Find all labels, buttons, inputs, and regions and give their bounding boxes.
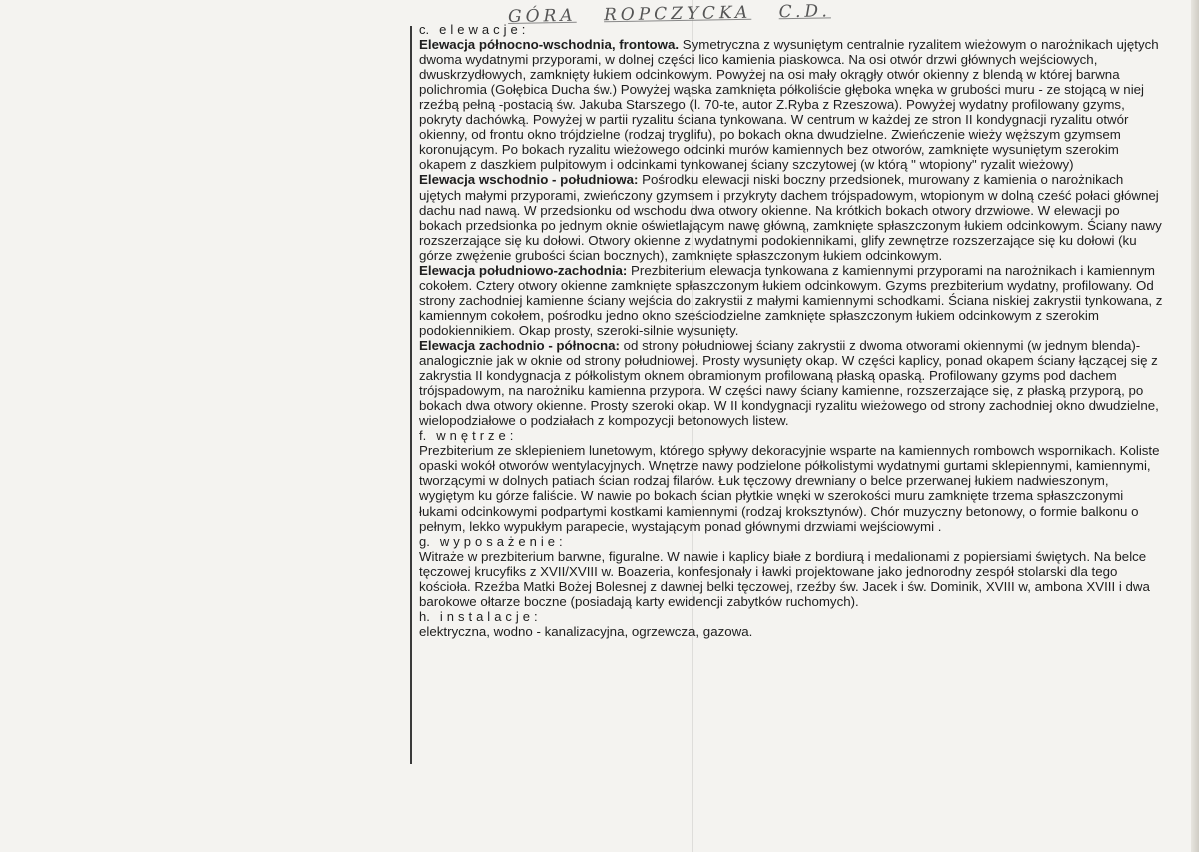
paragraph-heading: Elewacja zachodnio - północna: (419, 337, 620, 353)
handwritten-word: C.D. (778, 1, 832, 23)
section-heading (419, 428, 1165, 443)
paragraph-heading: Elewacja południowo-zachodnia: (419, 262, 628, 278)
paragraph-text: Symetryczna z wysuniętym centralnie ryzalitem wieżowym o narożnikach ujętych dwoma wydatnymi przyporami, w dolnej części lico kamienia piaskowca. Na osi otwór drzwi głównych wejściowych, dwuskrzydłowych, zamknięty łukiem odcinkowym. Powyżej na osi mały okrągły otwór okienny z blendą w której barwna polichromia (Gołębica Ducha św.) Powyżej wąska zamknięta półkoliście głęboka wnęka w grubości muru - ze stojącą w niej rzeźbą pełną -postacią św. Jakuba Starszego (l. 70-te, autor Z.Ryba z Rzeszowa). Powyżej wydatny profilowany gzyms, pokryty dachówką. Powyżej w partii ryzalitu ściana tynkowana. W centrum w każdej ze stron II kondygnacji ryzalitu otwór okienny, od frontu okno trójdzielne (rodzaj tryglifu), po bokach okna dwudzielne. Zwieńczenie wieży węższym gzymsem koronującym. Po bokach ryzalitu wieżowego odcinki murów kamiennych bez otworów, zamknięte wysuniętym szerokim okapem z daszkiem pulpitowym i odcinkami tynkowanej ściany szczytowej (w którą " wtopiony" ryzalit wieżowy) (419, 37, 1159, 173)
paragraph-text: Pośrodku elewacji niski boczny przedsionek, murowany z kamienia o narożnikach ujętych małymi przyporami, zwieńczony gzymsem i przykryty dachem trójspadowym, wtopionym w dolną cześć połaci głównej dachu nad nawą. W przedsionku od wschodu dwa otwory okienne. Na krótkich bokach otwory drzwiowe. W elewacji po bokach przedsionka po jednym oknie oświetlającym nawę główną, zamknięte spłaszczonym łukiem odcinkowym. Ściany nawy rozszerzające się ku dołowi. Otwory okienne z wydatnymi podokiennikami, glify zewnętrze rozszerzające się ku dołowi (ku górze zwężenie grubości ścian bocznych), zamknięte spłaszczonym łukiem odcinkowym. (419, 172, 1162, 263)
margin-line (410, 26, 412, 764)
paragraph-text: Prezbiterium ze sklepieniem lunetowym, którego spływy dekoracyjnie wsparte na kamiennych rombowch wspornikach. Koliste opaski wokół otworów wentylacyjnych. Wnętrze nawy podzielone półkolistymi wydatnymi gurtami sklepiennymi, kamiennymi, tworzącymi w dolnych patiach ścian rodzaj filarów. Łuk tęczowy drewniany o belce przerwanej łukiem nadwieszonym, wygiętym ku górze faliście. W nawie po bokach ścian płytkie wnęki w szerokości muru zamknięte trzema spłaszczonymi łukami odcinkowymi podpartymi kostkami kamiennymi (rodzaj kroksztynów). Chór muzyczny betonowy, o formie balkonu o pełnym, lekko wypukłym parapecie, wystającym ponad głównymi drzwiami wejściowymi . (419, 443, 1160, 534)
paragraph (419, 443, 1165, 533)
paragraph (419, 263, 1165, 338)
scan-edge (1191, 0, 1199, 852)
paragraph (419, 624, 1165, 639)
handwritten-word: ROPCZYCKA (603, 2, 752, 26)
paragraph-heading: Elewacja północno-wschodnia, frontowa. (419, 37, 680, 53)
paragraph-text: Witraże w prezbiterium barwne, figuralne. W nawie i kaplicy białe z bordiurą i medalionami z popiersiami świętych. Na belce tęczowej krucyfiks z XVII/XVIII w. Boazeria, konfesjonały i ławki projektowane jako jednorodny zespół stolarski dla tego kościoła. Rzeźba Matki Bożej Bolesnej z dawnej belki tęczowej, rzeźby św. Jacek i św. Dominik, XVIII w, ambona XVIII i dwa barokowe ołtarze boczne (posiadają karty ewidencji zabytków ruchomych). (419, 548, 1150, 609)
handwritten-word: GÓRA (507, 5, 577, 27)
document-body (419, 22, 1165, 639)
section-letter: h. (419, 608, 430, 624)
section-title: wyposażenie: (439, 533, 567, 549)
paragraph-text: elektryczna, wodno - kanalizacyjna, ogrzewcza, gazowa. (419, 623, 753, 639)
paragraph (419, 37, 1165, 172)
section-title: elewacje: (439, 22, 530, 37)
section-title: instalacje: (439, 608, 542, 624)
section-title: wnętrze: (436, 428, 518, 444)
section-letter: f. (419, 428, 427, 444)
section-heading (419, 534, 1165, 549)
paragraph (419, 172, 1165, 262)
paragraph (419, 338, 1165, 428)
section-heading (419, 22, 1165, 37)
section-heading (419, 609, 1165, 624)
paragraph-text: od strony południowej ściany zakrystii z dwoma otworami okiennymi (w jednym blenda)-analogicznie jak w oknie od strony południowej. Prosty wysunięty okap. W części kaplicy, ponad okapem ściany łączącej się z zakrystia II kondygnacja z półkolistym oknem obramionym profilowaną płaską opaską. Profilowany gzyms pod dachem trójspadowym, na narożniku kamienna przypora. W części nawy ściany kamienne, rozszerzające się, z płaską przyporą, po bokach dwa otwory okienne. Prosty szeroki okap. W II kondygnacji ryzalitu wieżowego od strony zachodniej okno dwudzielne, wielopodziałowe o podziałach z kompozycji betonowych listew. (419, 337, 1159, 429)
paragraph (419, 549, 1165, 609)
section-letter: c. (419, 22, 430, 37)
paragraph-heading: Elewacja wschodnio - południowa: (419, 172, 639, 188)
paragraph-text: Prezbiterium elewacja tynkowana z kamiennymi przyporami na narożnikach i kamiennym cokołem. Cztery otwory okienne zamknięte spłaszczonym łukiem odcinkowym. Gzyms prezbiterium wydatny, profilowany. Od strony zachodniej kamienne ściany wejścia do zakrystii z małymi kamiennymi schodkami. Ściana niskiej zakrystii tynkowana, z kamiennym cokołem, pośrodku jedno okno sześciodzielne zamknięte spłaszczonym łukiem odcinkowym z szerokim podokiennikiem. Okap prosty, szeroki-silnie wysunięty. (419, 262, 1163, 338)
section-letter: g. (419, 533, 430, 549)
